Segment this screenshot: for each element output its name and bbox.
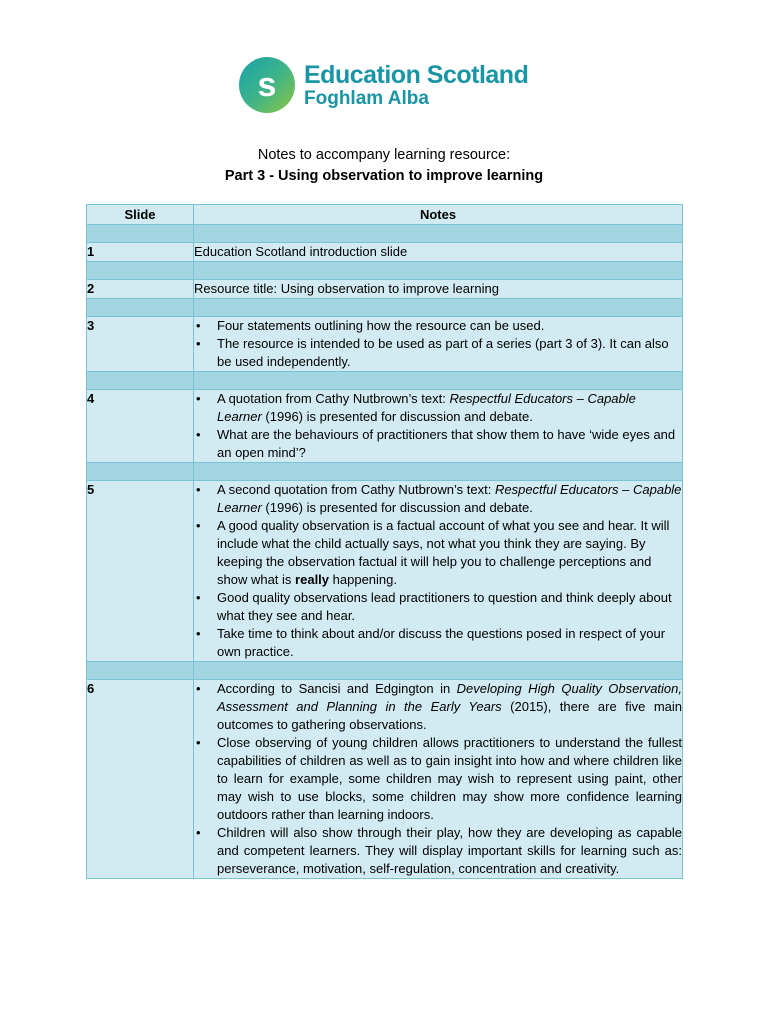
slide-number: 3 — [87, 317, 194, 372]
logo-mark-letter: s — [257, 66, 277, 104]
bullet-item: • Good quality observations lead practitioners to question and think deeply about what they see and hear. — [194, 589, 682, 625]
table-row — [87, 243, 683, 262]
bullet-item: • A good quality observation is a factual account of what you see and hear. It will include what the child actually says, not what you think they are saying. By keeping the observation factual it will help you to challenge perceptions and show what is really happening. — [194, 517, 682, 589]
slide-notes — [194, 390, 683, 463]
document-title: Part 3 - Using observation to improve learning — [224, 168, 544, 184]
bullet-item: • According to Sancisi and Edgington in Developing High Quality Observation, Assessment and Planning in the Early Years (2015), there are five main outcomes to gathering observations. — [194, 680, 682, 734]
table-row — [87, 481, 683, 662]
bullet-item: • A quotation from Cathy Nutbrown’s text: Respectful Educators – Capable Learner (1996) is presented for discussion and debate. — [194, 390, 682, 426]
table-header-row — [87, 205, 683, 225]
slide-notes: Education Scotland introduction slide — [194, 243, 683, 262]
spacer-row — [87, 463, 683, 481]
table-row — [87, 317, 683, 372]
slide-notes — [194, 317, 683, 372]
spacer-row — [87, 299, 683, 317]
education-scotland-mark-icon — [238, 56, 296, 114]
slide-notes: Resource title: Using observation to improve learning — [194, 280, 683, 299]
bullet-item: • What are the behaviours of practitioners that show them to have ‘wide eyes and an open mind’? — [194, 426, 682, 462]
table-row — [87, 280, 683, 299]
logo-title: Education Scotland — [304, 60, 529, 89]
education-scotland-logo — [238, 56, 528, 114]
column-header-slide: Slide — [87, 205, 194, 225]
logo-subtitle: Foghlam Alba — [304, 87, 429, 109]
notes-table — [86, 204, 683, 879]
slide-number: 5 — [87, 481, 194, 662]
slide-number: 6 — [87, 680, 194, 879]
slide-number: 4 — [87, 390, 194, 463]
bullet-item: • The resource is intended to be used as part of a series (part 3 of 3). It can also be used independently. — [194, 335, 682, 371]
bullet-item: • Take time to think about and/or discuss the questions posed in respect of your own practice. — [194, 625, 682, 661]
bullet-item: • Four statements outlining how the resource can be used. — [194, 317, 682, 335]
slide-notes — [194, 481, 683, 662]
slide-notes — [194, 680, 683, 879]
bullet-item: • Children will also show through their play, how they are developing as capable and competent learners. They will display important skills for learning such as: perseverance, motivation, self-regulation, concentration and creativity. — [194, 824, 682, 878]
table-row — [87, 680, 683, 879]
spacer-row — [87, 372, 683, 390]
document-subtitle: Notes to accompany learning resource: — [257, 147, 511, 163]
bullet-item: • Close observing of young children allows practitioners to understand the fullest capabilities of children as well as to gain insight into how and where children like to learn for example, some children may wish to represent using paint, other may wish to use blocks, some children may show more confidence learning outdoors rather than learning indoors. — [194, 734, 682, 824]
spacer-row — [87, 662, 683, 680]
spacer-row — [87, 225, 683, 243]
slide-number: 2 — [87, 280, 194, 299]
slide-number: 1 — [87, 243, 194, 262]
spacer-row — [87, 262, 683, 280]
bullet-item: • A second quotation from Cathy Nutbrown’s text: Respectful Educators – Capable Learner (1996) is presented for discussion and debate. — [194, 481, 682, 517]
column-header-notes: Notes — [194, 205, 683, 225]
table-row — [87, 390, 683, 463]
